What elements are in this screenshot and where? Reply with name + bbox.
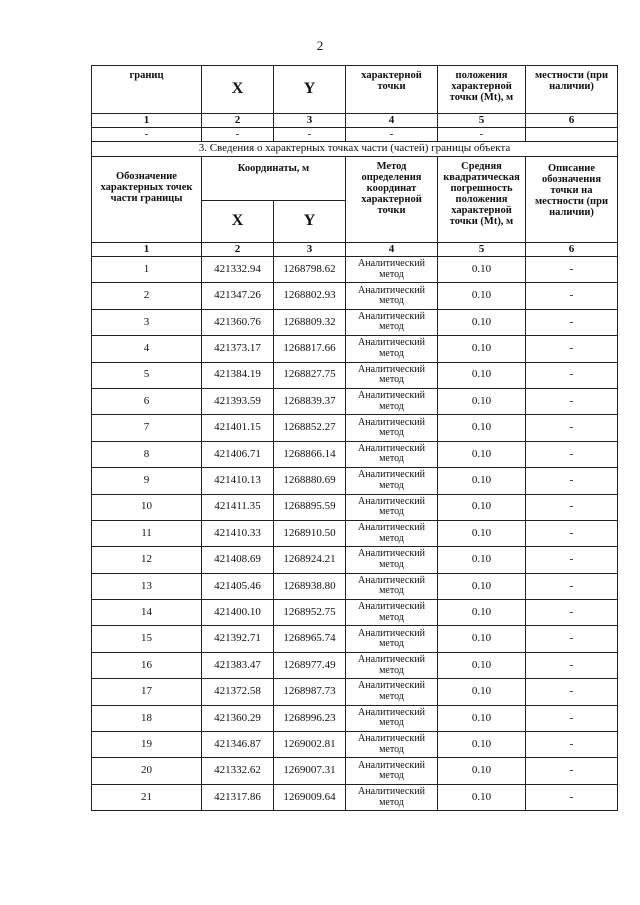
dash-cell: - xyxy=(274,128,346,142)
table-row xyxy=(92,283,618,309)
method-cell: Аналитический метод xyxy=(346,388,438,414)
method-cell: Аналитический метод xyxy=(346,705,438,731)
error-cell: 0.10 xyxy=(438,283,526,309)
point-number: 14 xyxy=(92,600,202,626)
table-row xyxy=(92,573,618,599)
description-cell: - xyxy=(526,336,618,362)
header-description: Описание обозначения точки на местности (при наличии) xyxy=(526,157,618,243)
table-row xyxy=(92,415,618,441)
method-cell: Аналитический метод xyxy=(346,758,438,784)
table-row xyxy=(92,309,618,335)
table-row xyxy=(92,679,618,705)
coordinate-x: 421410.13 xyxy=(202,468,274,494)
error-cell: 0.10 xyxy=(438,494,526,520)
error-cell: 0.10 xyxy=(438,679,526,705)
method-cell: Аналитический метод xyxy=(346,573,438,599)
coordinate-x: 421405.46 xyxy=(202,573,274,599)
coordinate-x: 421392.71 xyxy=(202,626,274,652)
method-cell: Аналитический метод xyxy=(346,468,438,494)
header-point-method: характерной точки xyxy=(346,66,438,114)
coordinate-x: 421400.10 xyxy=(202,600,274,626)
section-header-row xyxy=(92,157,618,201)
header-position-error: положения характерной точки (Mt), м xyxy=(438,66,526,114)
col-number: 6 xyxy=(526,114,618,128)
point-number: 6 xyxy=(92,388,202,414)
error-cell: 0.10 xyxy=(438,573,526,599)
description-cell: - xyxy=(526,415,618,441)
coordinate-y: 1268802.93 xyxy=(274,283,346,309)
error-cell: 0.10 xyxy=(438,652,526,678)
point-number: 1 xyxy=(92,257,202,283)
coordinate-y: 1268996.23 xyxy=(274,705,346,731)
point-number: 10 xyxy=(92,494,202,520)
top-header-row xyxy=(92,66,618,114)
coordinate-y: 1269007.31 xyxy=(274,758,346,784)
description-cell: - xyxy=(526,547,618,573)
description-cell: - xyxy=(526,362,618,388)
col-number: 3 xyxy=(274,114,346,128)
method-cell: Аналитический метод xyxy=(346,441,438,467)
table-row xyxy=(92,705,618,731)
table-row xyxy=(92,600,618,626)
coordinate-y: 1268817.66 xyxy=(274,336,346,362)
method-cell: Аналитический метод xyxy=(346,257,438,283)
description-cell: - xyxy=(526,758,618,784)
coordinate-y: 1268987.73 xyxy=(274,679,346,705)
coordinate-y: 1268895.59 xyxy=(274,494,346,520)
point-number: 19 xyxy=(92,732,202,758)
description-cell: - xyxy=(526,652,618,678)
coordinate-y: 1268965.74 xyxy=(274,626,346,652)
coordinate-y: 1268924.21 xyxy=(274,547,346,573)
table-row xyxy=(92,468,618,494)
header-terrain-description: местности (при наличии) xyxy=(526,66,618,114)
description-cell: - xyxy=(526,600,618,626)
description-cell: - xyxy=(526,679,618,705)
coordinate-y: 1268827.75 xyxy=(274,362,346,388)
point-number: 3 xyxy=(92,309,202,335)
top-number-row xyxy=(92,114,618,128)
dash-cell: - xyxy=(346,128,438,142)
coordinate-y: 1268952.75 xyxy=(274,600,346,626)
boundary-points-table xyxy=(91,65,618,811)
coordinate-x: 421360.76 xyxy=(202,309,274,335)
table-row xyxy=(92,388,618,414)
point-number: 11 xyxy=(92,520,202,546)
coordinate-x: 421360.29 xyxy=(202,705,274,731)
coordinate-x: 421406.71 xyxy=(202,441,274,467)
point-number: 17 xyxy=(92,679,202,705)
col-number: 1 xyxy=(92,243,202,257)
method-cell: Аналитический метод xyxy=(346,362,438,388)
point-number: 12 xyxy=(92,547,202,573)
coordinate-y: 1268938.80 xyxy=(274,573,346,599)
header-y: Y xyxy=(274,66,346,114)
method-cell: Аналитический метод xyxy=(346,494,438,520)
coordinate-x: 421393.59 xyxy=(202,388,274,414)
description-cell: - xyxy=(526,784,618,810)
error-cell: 0.10 xyxy=(438,732,526,758)
col-number: 5 xyxy=(438,114,526,128)
error-cell: 0.10 xyxy=(438,362,526,388)
point-number: 16 xyxy=(92,652,202,678)
description-cell: - xyxy=(526,520,618,546)
error-cell: 0.10 xyxy=(438,626,526,652)
error-cell: 0.10 xyxy=(438,309,526,335)
description-cell: - xyxy=(526,441,618,467)
section-number-row xyxy=(92,243,618,257)
point-number: 18 xyxy=(92,705,202,731)
method-cell: Аналитический метод xyxy=(346,283,438,309)
coordinate-x: 421383.47 xyxy=(202,652,274,678)
coordinate-x: 421411.35 xyxy=(202,494,274,520)
method-cell: Аналитический метод xyxy=(346,600,438,626)
method-cell: Аналитический метод xyxy=(346,520,438,546)
error-cell: 0.10 xyxy=(438,415,526,441)
coordinate-x: 421408.69 xyxy=(202,547,274,573)
point-number: 2 xyxy=(92,283,202,309)
description-cell: - xyxy=(526,257,618,283)
header-x: X xyxy=(202,66,274,114)
coordinate-x: 421372.58 xyxy=(202,679,274,705)
description-cell: - xyxy=(526,705,618,731)
dash-cell: - xyxy=(92,128,202,142)
section-title: 3. Сведения о характерных точках части (частей) границы объекта xyxy=(92,142,618,157)
coordinate-y: 1268839.37 xyxy=(274,388,346,414)
table-row xyxy=(92,547,618,573)
point-number: 7 xyxy=(92,415,202,441)
col-number: 5 xyxy=(438,243,526,257)
table-row xyxy=(92,520,618,546)
method-cell: Аналитический метод xyxy=(346,784,438,810)
error-cell: 0.10 xyxy=(438,468,526,494)
header-coordinates: Координаты, м xyxy=(202,157,346,201)
header-boundaries: границ xyxy=(92,66,202,114)
col-number: 2 xyxy=(202,114,274,128)
header-method: Метод определения координат характерной точки xyxy=(346,157,438,243)
point-number: 8 xyxy=(92,441,202,467)
error-cell: 0.10 xyxy=(438,336,526,362)
description-cell: - xyxy=(526,494,618,520)
coordinate-y: 1268866.14 xyxy=(274,441,346,467)
error-cell: 0.10 xyxy=(438,257,526,283)
point-number: 21 xyxy=(92,784,202,810)
description-cell: - xyxy=(526,732,618,758)
coordinate-y: 1268977.49 xyxy=(274,652,346,678)
coordinate-x: 421373.17 xyxy=(202,336,274,362)
point-number: 4 xyxy=(92,336,202,362)
method-cell: Аналитический метод xyxy=(346,547,438,573)
table-row xyxy=(92,732,618,758)
coordinate-x: 421332.94 xyxy=(202,257,274,283)
table-row xyxy=(92,784,618,810)
col-number: 2 xyxy=(202,243,274,257)
point-number: 9 xyxy=(92,468,202,494)
error-cell: 0.10 xyxy=(438,758,526,784)
header-y: Y xyxy=(274,201,346,243)
table-row xyxy=(92,758,618,784)
coordinate-x: 421347.26 xyxy=(202,283,274,309)
header-error: Средняя квадратическая погрешность положения характерной точки (Mt), м xyxy=(438,157,526,243)
point-number: 13 xyxy=(92,573,202,599)
header-designation: Обозначение характерных точек части границы xyxy=(92,157,202,243)
description-cell: - xyxy=(526,388,618,414)
coordinate-y: 1268809.32 xyxy=(274,309,346,335)
page-number: 2 xyxy=(316,38,324,53)
error-cell: 0.10 xyxy=(438,388,526,414)
table-row xyxy=(92,257,618,283)
coordinate-y: 1268798.62 xyxy=(274,257,346,283)
table-row xyxy=(92,336,618,362)
coordinate-y: 1268852.27 xyxy=(274,415,346,441)
method-cell: Аналитический метод xyxy=(346,626,438,652)
table-row xyxy=(92,652,618,678)
coordinate-x: 421410.33 xyxy=(202,520,274,546)
col-number: 4 xyxy=(346,114,438,128)
point-number: 20 xyxy=(92,758,202,784)
table-row xyxy=(92,441,618,467)
method-cell: Аналитический метод xyxy=(346,732,438,758)
coordinate-x: 421384.19 xyxy=(202,362,274,388)
error-cell: 0.10 xyxy=(438,547,526,573)
method-cell: Аналитический метод xyxy=(346,336,438,362)
dash-row xyxy=(92,128,618,142)
coordinate-x: 421317.86 xyxy=(202,784,274,810)
col-number: 3 xyxy=(274,243,346,257)
coordinate-y: 1268910.50 xyxy=(274,520,346,546)
coordinate-x: 421332.62 xyxy=(202,758,274,784)
error-cell: 0.10 xyxy=(438,705,526,731)
point-number: 15 xyxy=(92,626,202,652)
error-cell: 0.10 xyxy=(438,520,526,546)
method-cell: Аналитический метод xyxy=(346,309,438,335)
error-cell: 0.10 xyxy=(438,441,526,467)
dash-cell xyxy=(526,128,618,142)
section-title-row xyxy=(92,142,618,157)
col-number: 1 xyxy=(92,114,202,128)
point-number: 5 xyxy=(92,362,202,388)
description-cell: - xyxy=(526,283,618,309)
coordinate-x: 421346.87 xyxy=(202,732,274,758)
description-cell: - xyxy=(526,468,618,494)
description-cell: - xyxy=(526,626,618,652)
error-cell: 0.10 xyxy=(438,784,526,810)
method-cell: Аналитический метод xyxy=(346,652,438,678)
col-number: 6 xyxy=(526,243,618,257)
dash-cell: - xyxy=(202,128,274,142)
dash-cell: - xyxy=(438,128,526,142)
coordinate-x: 421401.15 xyxy=(202,415,274,441)
table-row xyxy=(92,362,618,388)
table-row xyxy=(92,494,618,520)
method-cell: Аналитический метод xyxy=(346,679,438,705)
table-row xyxy=(92,626,618,652)
description-cell: - xyxy=(526,309,618,335)
method-cell: Аналитический метод xyxy=(346,415,438,441)
coordinate-y: 1269009.64 xyxy=(274,784,346,810)
header-x: X xyxy=(202,201,274,243)
error-cell: 0.10 xyxy=(438,600,526,626)
description-cell: - xyxy=(526,573,618,599)
col-number: 4 xyxy=(346,243,438,257)
coordinate-y: 1268880.69 xyxy=(274,468,346,494)
coordinate-y: 1269002.81 xyxy=(274,732,346,758)
